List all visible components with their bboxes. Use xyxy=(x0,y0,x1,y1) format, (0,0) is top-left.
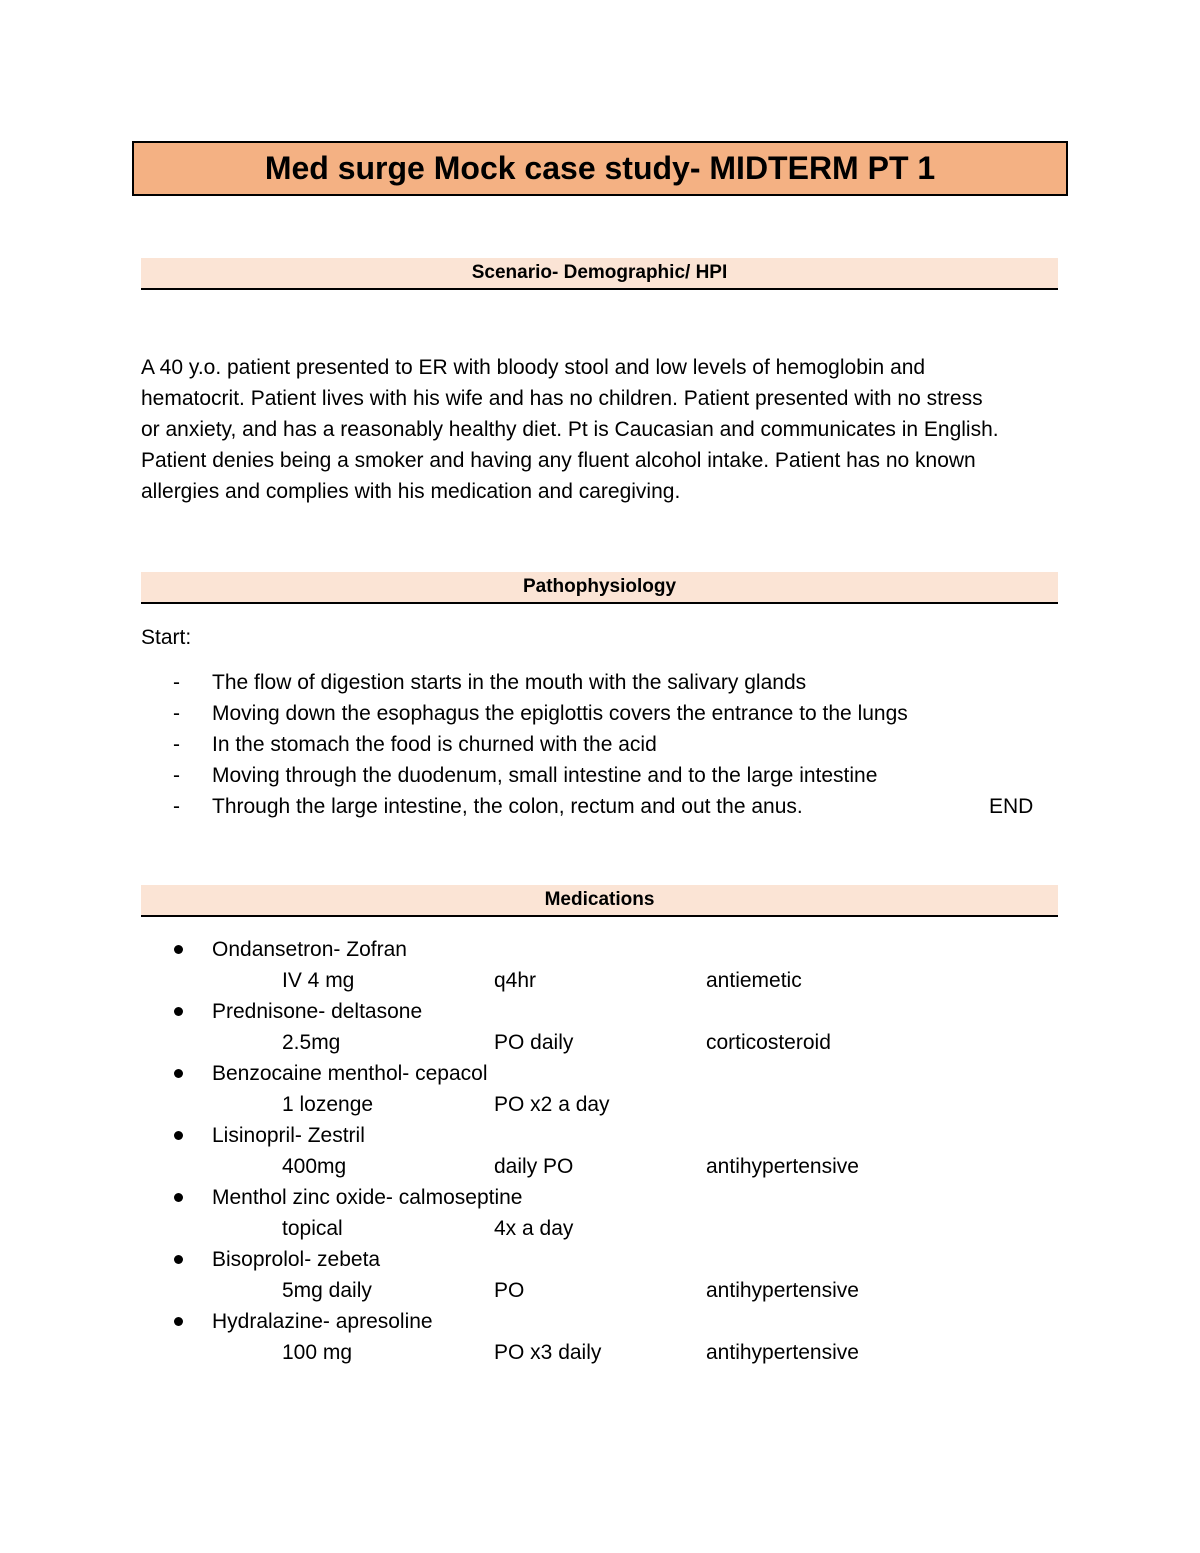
medications-header xyxy=(141,885,1058,917)
pathophysiology-steps xyxy=(141,667,1061,822)
medication-dose: topical xyxy=(282,1217,343,1240)
bullet-icon xyxy=(174,1255,183,1264)
medication-dose: 1 lozenge xyxy=(282,1093,374,1116)
dash-bullet: - xyxy=(173,671,180,694)
medication-frequency: 4x a day xyxy=(494,1217,574,1240)
medication-frequency: PO x3 daily xyxy=(494,1341,602,1364)
scenario-header-text: Scenario- Demographic/ HPI xyxy=(471,262,728,283)
medication-class: antihypertensive xyxy=(706,1279,859,1302)
medication-frequency: PO daily xyxy=(494,1031,574,1054)
page-title-text: Med surge Mock case study- MIDTERM PT 1 xyxy=(264,150,936,186)
medication-frequency: PO xyxy=(494,1279,525,1302)
scenario-header xyxy=(141,258,1058,290)
medication-item xyxy=(141,1120,1061,1182)
list-item xyxy=(141,760,1061,791)
medication-item xyxy=(141,1244,1061,1306)
medication-frequency: PO x2 a day xyxy=(494,1093,610,1116)
medication-item xyxy=(141,996,1061,1058)
medication-item xyxy=(141,1182,1061,1244)
list-item xyxy=(141,729,1061,760)
bullet-icon xyxy=(174,1069,183,1078)
step-text: Through the large intestine, the colon, rectum and out the anus. xyxy=(212,795,803,818)
medication-name: Bisoprolol- zebeta xyxy=(212,1248,381,1271)
medication-name: Hydralazine- apresoline xyxy=(212,1310,433,1333)
bullet-icon xyxy=(174,1317,183,1326)
medication-class: antiemetic xyxy=(706,969,802,992)
page-title xyxy=(132,141,1068,196)
list-item xyxy=(141,698,1061,729)
list-item xyxy=(141,667,1061,698)
scenario-line: A 40 y.o. patient presented to ER with bloody stool and low levels of hemoglobin and xyxy=(141,356,926,379)
scenario-line: allergies and complies with his medication and caregiving. xyxy=(141,480,681,503)
dash-bullet: - xyxy=(173,764,180,787)
medication-name: Lisinopril- Zestril xyxy=(212,1124,365,1147)
scenario-line: or anxiety, and has a reasonably healthy diet. Pt is Caucasian and communicates in English. xyxy=(141,418,999,441)
bullet-icon xyxy=(174,1131,183,1140)
medication-dose: 100 mg xyxy=(282,1341,353,1364)
end-label: END xyxy=(989,795,1034,818)
medication-frequency: q4hr xyxy=(494,969,537,992)
step-text: Moving through the duodenum, small intestine and to the large intestine xyxy=(212,764,878,787)
bullet-icon xyxy=(174,945,183,954)
step-text: The flow of digestion starts in the mouth with the salivary glands xyxy=(212,671,807,694)
step-text: Moving down the esophagus the epiglottis covers the entrance to the lungs xyxy=(212,702,908,725)
medication-class: antihypertensive xyxy=(706,1341,859,1364)
medications-header-text: Medications xyxy=(544,889,655,910)
scenario-paragraph xyxy=(141,352,1061,507)
medication-dose: IV 4 mg xyxy=(282,969,355,992)
dash-bullet: - xyxy=(173,702,180,725)
pathophysiology-header-text: Pathophysiology xyxy=(522,576,677,597)
medication-class: corticosteroid xyxy=(706,1031,831,1054)
pathophysiology-header xyxy=(141,572,1058,604)
medication-item xyxy=(141,1306,1061,1368)
medication-dose: 400mg xyxy=(282,1155,347,1178)
medication-frequency: daily PO xyxy=(494,1155,574,1178)
medication-dose: 5mg daily xyxy=(282,1279,372,1302)
bullet-icon xyxy=(174,1193,183,1202)
medication-dose: 2.5mg xyxy=(282,1031,341,1054)
start-label: Start: xyxy=(141,626,192,649)
medication-name: Prednisone- deltasone xyxy=(212,1000,423,1023)
dash-bullet: - xyxy=(173,733,180,756)
list-item xyxy=(141,791,1061,822)
medication-item xyxy=(141,1058,1061,1120)
bullet-icon xyxy=(174,1007,183,1016)
medication-class: antihypertensive xyxy=(706,1155,859,1178)
medication-name: Ondansetron- Zofran xyxy=(212,938,407,961)
scenario-line: hematocrit. Patient lives with his wife and has no children. Patient presented with no stress xyxy=(141,387,983,410)
step-text: In the stomach the food is churned with the acid xyxy=(212,733,657,756)
medication-item xyxy=(141,934,1061,996)
dash-bullet: - xyxy=(173,795,180,818)
medications-list xyxy=(141,934,1061,1368)
medication-name: Benzocaine menthol- cepacol xyxy=(212,1062,488,1085)
medication-name: Menthol zinc oxide- calmoseptine xyxy=(212,1186,523,1209)
scenario-line: Patient denies being a smoker and having any fluent alcohol intake. Patient has no known xyxy=(141,449,976,472)
